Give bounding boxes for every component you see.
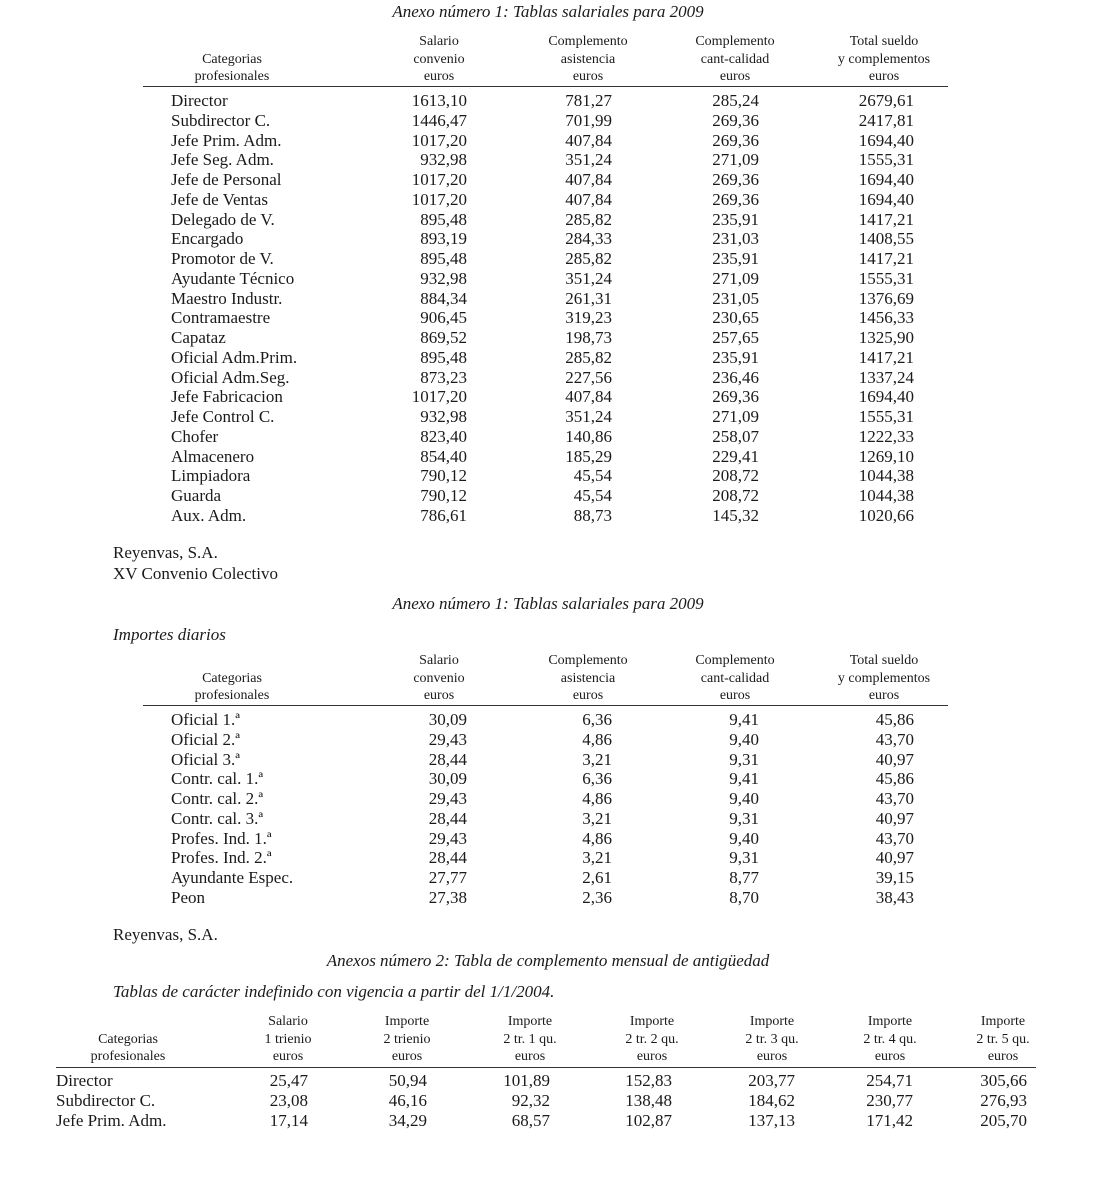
- category-cell: Delegado de V.: [171, 209, 275, 229]
- value-cell: 138,48: [625, 1091, 672, 1110]
- column-header: [625, 1013, 678, 1066]
- value-cell: 873,23: [420, 367, 467, 387]
- value-cell: 29,43: [428, 789, 467, 808]
- column-header-line: Complemento: [548, 653, 628, 668]
- column-header: [863, 1013, 916, 1066]
- value-cell: 30,09: [428, 710, 467, 729]
- column-header: [976, 1013, 1029, 1066]
- column-header-line: euros: [391, 1049, 423, 1064]
- value-cell: 40,97: [875, 808, 914, 828]
- value-cell: 285,24: [712, 91, 759, 110]
- column-header-line: euros: [423, 69, 455, 84]
- value-cell: 50,94: [388, 1071, 427, 1090]
- column-header-line: euros: [572, 69, 604, 84]
- value-cell: 45,54: [573, 466, 612, 486]
- table-row: [0, 1091, 1096, 1111]
- value-cell: 1456,33: [858, 308, 914, 328]
- value-cell: 236,46: [712, 367, 759, 387]
- value-cell: 137,13: [748, 1111, 795, 1130]
- value-cell: 230,77: [866, 1091, 913, 1110]
- column-header-line: euros: [719, 69, 751, 84]
- value-cell: 1017,20: [411, 130, 467, 150]
- value-cell: 68,57: [511, 1111, 550, 1130]
- column-header-line: y complementos: [837, 670, 931, 686]
- category-cell: Director: [56, 1071, 113, 1090]
- value-cell: 29,43: [428, 729, 467, 749]
- column-header-line: Salario: [419, 34, 459, 49]
- column-header-line: euros: [636, 1049, 668, 1064]
- value-cell: 17,14: [269, 1111, 308, 1130]
- value-cell: 1694,40: [858, 189, 914, 209]
- category-cell: Ayudante Técnico: [171, 268, 295, 288]
- value-cell: 184,62: [748, 1091, 795, 1110]
- column-header-line: euros: [756, 1049, 788, 1064]
- category-cell: Capataz: [171, 328, 226, 347]
- column-header-line: cant-calidad: [700, 670, 770, 686]
- section3-subtitle: Tablas de carácter indefinido con vigencia a partir del 1/1/2004.: [113, 982, 555, 1001]
- value-cell: 145,32: [712, 505, 759, 525]
- value-cell: 271,09: [712, 407, 759, 426]
- value-cell: 230,65: [712, 308, 759, 328]
- category-cell: Peon: [171, 887, 205, 907]
- table-row: [0, 1111, 1096, 1131]
- value-cell: 932,98: [420, 407, 467, 426]
- value-cell: 284,33: [565, 229, 612, 249]
- value-cell: 38,43: [875, 887, 914, 907]
- value-cell: 285,82: [565, 209, 612, 229]
- category-cell: Oficial 1.ª: [171, 710, 240, 729]
- value-cell: 869,52: [420, 328, 467, 347]
- category-cell: Ayundante Espec.: [171, 868, 294, 887]
- value-cell: 1694,40: [858, 387, 914, 407]
- value-cell: 229,41: [712, 446, 759, 466]
- column-header-line: 1 trienio: [264, 1031, 312, 1047]
- column-header-line: 2 tr. 1 qu.: [503, 1031, 557, 1047]
- value-cell: 1020,66: [858, 505, 914, 525]
- value-cell: 407,84: [565, 387, 612, 407]
- value-cell: 269,36: [712, 110, 759, 130]
- value-cell: 9,41: [729, 769, 759, 789]
- value-cell: 3,21: [582, 848, 612, 868]
- value-cell: 171,42: [866, 1111, 913, 1130]
- value-cell: 254,71: [866, 1071, 913, 1090]
- value-cell: 895,48: [420, 249, 467, 268]
- value-cell: 43,70: [875, 789, 914, 808]
- category-cell: Guarda: [171, 486, 222, 505]
- column-header-line: 2 tr. 2 qu.: [625, 1031, 679, 1047]
- value-cell: 227,56: [565, 367, 612, 387]
- column-header-line: euros: [572, 688, 604, 703]
- value-cell: 258,07: [712, 426, 759, 446]
- value-cell: 269,36: [712, 189, 759, 209]
- value-cell: 407,84: [565, 189, 612, 209]
- column-header-line: Categorias: [98, 1031, 158, 1047]
- column-header-line: y complementos: [837, 51, 931, 67]
- column-header-line: Categorias: [202, 51, 262, 67]
- column-header-line: euros: [868, 688, 900, 703]
- value-cell: 1555,31: [858, 268, 914, 288]
- value-cell: 1613,10: [411, 91, 467, 110]
- category-cell: Maestro Industr.: [171, 288, 283, 308]
- value-cell: 351,24: [565, 150, 612, 170]
- value-cell: 152,83: [625, 1071, 672, 1090]
- value-cell: 285,82: [565, 249, 612, 268]
- value-cell: 895,48: [420, 209, 467, 229]
- value-cell: 257,65: [712, 328, 759, 347]
- column-header-line: euros: [272, 1049, 304, 1064]
- value-cell: 854,40: [420, 446, 467, 466]
- value-cell: 9,31: [729, 848, 759, 868]
- value-cell: 2679,61: [858, 91, 914, 110]
- category-cell: Chofer: [171, 426, 219, 446]
- column-header-line: Total sueldo: [849, 34, 919, 49]
- value-cell: 269,36: [712, 170, 759, 189]
- value-cell: 9,41: [729, 710, 759, 729]
- value-cell: 895,48: [420, 347, 467, 367]
- category-cell: Jefe Prim. Adm.: [171, 130, 282, 150]
- value-cell: 2417,81: [858, 110, 914, 130]
- company-name-2: Reyenvas, S.A.: [113, 925, 218, 944]
- value-cell: 8,70: [729, 887, 759, 907]
- value-cell: 781,27: [565, 91, 612, 110]
- column-header-line: Total sueldo: [849, 653, 919, 668]
- column-header-line: Importe: [629, 1014, 675, 1029]
- value-cell: 23,08: [269, 1091, 308, 1110]
- category-cell: Profes. Ind. 2.ª: [171, 848, 272, 868]
- column-header-line: euros: [514, 1049, 546, 1064]
- value-cell: 28,44: [428, 848, 467, 868]
- column-header-line: 2 tr. 4 qu.: [863, 1031, 917, 1047]
- column-header-line: Importe: [867, 1014, 913, 1029]
- value-cell: 235,91: [712, 347, 759, 367]
- category-cell: Contr. cal. 3.ª: [171, 808, 264, 828]
- category-cell: Jefe de Ventas: [171, 189, 268, 209]
- category-cell: Jefe Seg. Adm.: [171, 150, 274, 170]
- value-cell: 1269,10: [858, 446, 914, 466]
- value-cell: 269,36: [712, 130, 759, 150]
- category-cell: Subdirector C.: [171, 110, 271, 130]
- value-cell: 45,86: [875, 769, 914, 789]
- value-cell: 28,44: [428, 749, 467, 769]
- value-cell: 1337,24: [858, 367, 914, 387]
- value-cell: 30,09: [428, 769, 467, 789]
- value-cell: 46,16: [388, 1091, 427, 1110]
- column-header-line: Complemento: [695, 653, 775, 668]
- value-cell: 906,45: [420, 308, 467, 328]
- column-header-line: Importe: [507, 1014, 553, 1029]
- column-header-line: Salario: [268, 1014, 308, 1029]
- value-cell: 205,70: [980, 1111, 1027, 1130]
- value-cell: 4,86: [582, 789, 612, 808]
- value-cell: 1555,31: [858, 150, 914, 170]
- category-cell: Jefe Control C.: [171, 407, 275, 426]
- column-header-line: 2 tr. 3 qu.: [745, 1031, 799, 1047]
- value-cell: 823,40: [420, 426, 467, 446]
- value-cell: 1376,69: [858, 288, 914, 308]
- value-cell: 27,77: [428, 868, 467, 887]
- value-cell: 235,91: [712, 209, 759, 229]
- column-header-line: asistencia: [560, 670, 616, 686]
- column-header-line: Importe: [749, 1014, 795, 1029]
- category-cell: Contr. cal. 2.ª: [171, 789, 264, 808]
- value-cell: 790,12: [420, 466, 467, 486]
- value-cell: 101,89: [503, 1071, 550, 1090]
- value-cell: 2,36: [582, 887, 612, 907]
- value-cell: 790,12: [420, 486, 467, 505]
- column-header-line: convenio: [413, 670, 465, 686]
- value-cell: 884,34: [420, 288, 467, 308]
- value-cell: 198,73: [565, 328, 612, 347]
- value-cell: 39,15: [875, 868, 914, 887]
- value-cell: 319,23: [565, 308, 612, 328]
- value-cell: 1017,20: [411, 189, 467, 209]
- value-cell: 305,66: [980, 1071, 1027, 1090]
- column-header-line: euros: [874, 1049, 906, 1064]
- value-cell: 1555,31: [858, 407, 914, 426]
- category-cell: Contramaestre: [171, 308, 271, 328]
- value-cell: 407,84: [565, 130, 612, 150]
- column-header-line: Importe: [384, 1014, 430, 1029]
- value-cell: 1446,47: [411, 110, 467, 130]
- column-header-line: euros: [987, 1049, 1019, 1064]
- value-cell: 27,38: [428, 887, 467, 907]
- category-cell: Jefe Fabricacion: [171, 387, 283, 407]
- category-cell: Oficial 3.ª: [171, 749, 240, 769]
- category-cell: Oficial Adm.Prim.: [171, 347, 298, 367]
- value-cell: 208,72: [712, 486, 759, 505]
- value-cell: 34,29: [388, 1111, 427, 1130]
- value-cell: 203,77: [748, 1071, 795, 1090]
- column-header-line: profesionales: [194, 69, 270, 84]
- value-cell: 102,87: [625, 1111, 672, 1130]
- column-header-line: asistencia: [560, 51, 616, 67]
- value-cell: 9,31: [729, 749, 759, 769]
- company-name: Reyenvas, S.A.: [113, 543, 218, 562]
- category-cell: Subdirector C.: [56, 1091, 156, 1110]
- value-cell: 45,54: [573, 486, 612, 505]
- category-cell: Aux. Adm.: [171, 505, 247, 525]
- value-cell: 1408,55: [858, 229, 914, 249]
- column-header-line: 2 trienio: [383, 1031, 431, 1047]
- column-header-line: euros: [868, 69, 900, 84]
- column-header-line: Importe: [980, 1014, 1026, 1029]
- value-cell: 45,86: [875, 710, 914, 729]
- value-cell: 1044,38: [858, 486, 914, 505]
- column-header: [745, 1013, 798, 1066]
- value-cell: 893,19: [420, 229, 467, 249]
- value-cell: 92,32: [511, 1091, 550, 1110]
- column-header: [383, 1013, 430, 1066]
- value-cell: 1694,40: [858, 170, 914, 189]
- value-cell: 4,86: [582, 828, 612, 848]
- column-header-line: profesionales: [194, 688, 270, 703]
- value-cell: 1222,33: [858, 426, 914, 446]
- value-cell: 43,70: [875, 828, 914, 848]
- value-cell: 351,24: [565, 407, 612, 426]
- value-cell: 28,44: [428, 808, 467, 828]
- value-cell: 140,86: [565, 426, 612, 446]
- value-cell: 8,77: [729, 868, 759, 887]
- value-cell: 25,47: [269, 1071, 308, 1090]
- category-cell: Almacenero: [171, 446, 255, 466]
- value-cell: 88,73: [573, 505, 612, 525]
- value-cell: 276,93: [980, 1091, 1027, 1110]
- value-cell: 231,03: [712, 229, 759, 249]
- section3-title: Anexos número 2: Tabla de complemento mensual de antigüedad: [326, 951, 770, 970]
- value-cell: 932,98: [420, 150, 467, 170]
- value-cell: 40,97: [875, 749, 914, 769]
- value-cell: 208,72: [712, 466, 759, 486]
- value-cell: 271,09: [712, 268, 759, 288]
- category-cell: Limpiadora: [171, 466, 251, 486]
- header-rule: [56, 1067, 1036, 1068]
- column-header-line: 2 tr. 5 qu.: [976, 1031, 1030, 1047]
- value-cell: 3,21: [582, 808, 612, 828]
- value-cell: 351,24: [565, 268, 612, 288]
- value-cell: 261,31: [565, 288, 612, 308]
- value-cell: 9,40: [729, 729, 759, 749]
- value-cell: 231,05: [712, 288, 759, 308]
- column-header: [91, 1031, 166, 1066]
- value-cell: 9,40: [729, 789, 759, 808]
- value-cell: 4,86: [582, 729, 612, 749]
- value-cell: 235,91: [712, 249, 759, 268]
- category-cell: Encargado: [171, 229, 244, 249]
- table-row: [0, 1071, 1096, 1091]
- value-cell: 701,99: [565, 110, 612, 130]
- category-cell: Contr. cal. 1.ª: [171, 769, 264, 789]
- value-cell: 185,29: [565, 446, 612, 466]
- section1-title: Anexo número 1: Tablas salariales para 2009: [392, 2, 704, 21]
- value-cell: 1694,40: [858, 130, 914, 150]
- value-cell: 407,84: [565, 170, 612, 189]
- value-cell: 1017,20: [411, 170, 467, 189]
- value-cell: 285,82: [565, 347, 612, 367]
- value-cell: 2,61: [582, 868, 612, 887]
- column-header-line: Categorias: [202, 670, 262, 686]
- column-header-line: profesionales: [90, 1049, 166, 1064]
- value-cell: 6,36: [582, 710, 612, 729]
- section2-subtitle: Importes diarios: [113, 625, 226, 644]
- value-cell: 786,61: [420, 505, 467, 525]
- value-cell: 40,97: [875, 848, 914, 868]
- convenio-label: XV Convenio Colectivo: [113, 564, 278, 583]
- value-cell: 1044,38: [858, 466, 914, 486]
- value-cell: 269,36: [712, 387, 759, 407]
- value-cell: 9,31: [729, 808, 759, 828]
- column-header-line: cant-calidad: [700, 51, 770, 67]
- column-header-line: Complemento: [695, 34, 775, 49]
- category-cell: Jefe de Personal: [171, 170, 282, 189]
- value-cell: 1417,21: [858, 249, 914, 268]
- column-header-line: euros: [423, 688, 455, 703]
- value-cell: 1325,90: [858, 328, 914, 347]
- category-cell: Jefe Prim. Adm.: [56, 1111, 167, 1130]
- column-header: [264, 1013, 311, 1066]
- value-cell: 271,09: [712, 150, 759, 170]
- category-cell: Promotor de V.: [171, 249, 274, 268]
- column-header: [503, 1013, 556, 1066]
- section2-title: Anexo número 1: Tablas salariales para 2009: [392, 594, 704, 613]
- value-cell: 43,70: [875, 729, 914, 749]
- value-cell: 3,21: [582, 749, 612, 769]
- value-cell: 1017,20: [411, 387, 467, 407]
- column-header-line: convenio: [413, 51, 465, 67]
- column-header-line: euros: [719, 688, 751, 703]
- value-cell: 1417,21: [858, 347, 914, 367]
- category-cell: Oficial Adm.Seg.: [171, 367, 290, 387]
- value-cell: 1417,21: [858, 209, 914, 229]
- category-cell: Director: [171, 91, 228, 110]
- value-cell: 932,98: [420, 268, 467, 288]
- value-cell: 6,36: [582, 769, 612, 789]
- category-cell: Profes. Ind. 1.ª: [171, 828, 272, 848]
- column-header-line: Complemento: [548, 34, 628, 49]
- category-cell: Oficial 2.ª: [171, 729, 240, 749]
- value-cell: 29,43: [428, 828, 467, 848]
- value-cell: 9,40: [729, 828, 759, 848]
- column-header-line: Salario: [419, 653, 459, 668]
